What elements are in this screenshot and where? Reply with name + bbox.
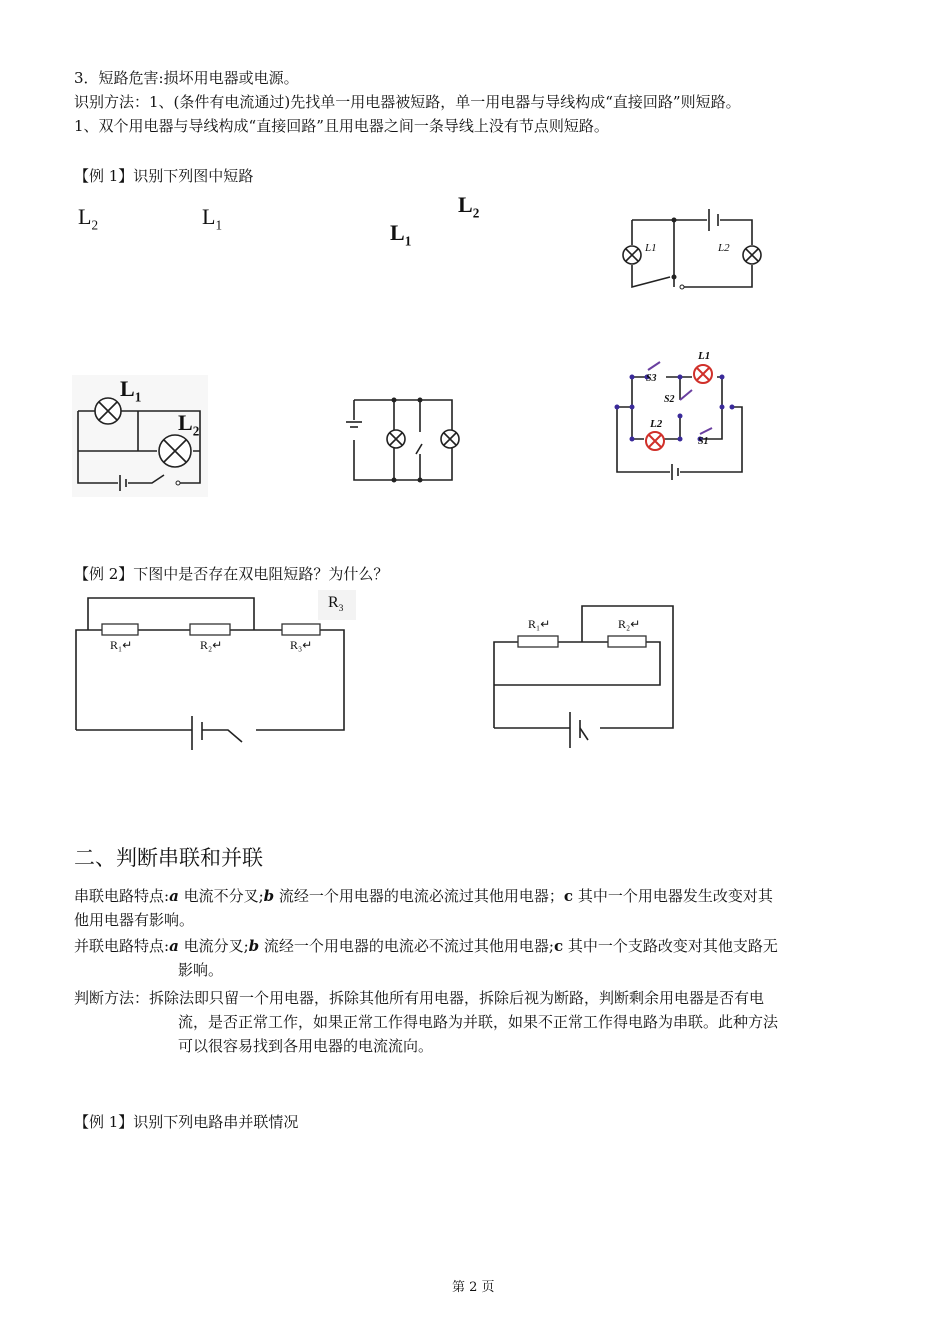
- text-line-1: 3．短路危害:损坏用电器或电源。: [74, 69, 299, 87]
- method-line-2: 流，是否正常工作，如果正常工作得电路为并联，如果不正常工作得电路为串联。此种方法: [178, 1013, 779, 1031]
- label-f-L1: L1: [698, 350, 711, 362]
- method-line-1: 判断方法：拆除法即只留一个用电器，拆除其他所有用电器，拆除后视为断路，判断剩余用电器是否有电: [74, 989, 765, 1007]
- label-right-r2: R₂↵: [618, 617, 641, 631]
- label-d-L2: $L_2$: [178, 410, 200, 439]
- section-heading: 二、判断串联和并联: [74, 846, 263, 870]
- label-b-L2: $L_2$: [458, 192, 480, 221]
- label-c-L2: L2: [718, 242, 730, 254]
- page-number: 第 2 页: [452, 1280, 495, 1295]
- series-feature-cont: 他用电器有影响。: [74, 911, 195, 929]
- label-a-L1: $L_1$: [202, 204, 223, 233]
- label-f-S2: S2: [664, 394, 675, 405]
- label-a-L2: $L_2$: [78, 204, 99, 233]
- example2-right-circuit: [488, 600, 678, 760]
- example3-title: 【例 1】识别下列电路串并联情况: [74, 1113, 299, 1131]
- example1-title: 【例 1】识别下列图中短路: [74, 167, 254, 185]
- label-left-r3: R₃↵: [290, 638, 313, 652]
- label-d-L1: $L_1$: [120, 376, 142, 405]
- example2-title: 【例 2】下图中是否存在双电阻短路？为什么？: [74, 565, 389, 583]
- method-line-3: 可以很容易找到各用电器的电流流向。: [178, 1037, 434, 1055]
- text-line-3: 1、双个用电器与导线构成“直接回路”且用电器之间一条导线上没有节点则短路。: [74, 117, 609, 135]
- label-f-S3: S3: [646, 373, 657, 384]
- label-right-r1: R₁↵: [528, 617, 551, 631]
- text-line-2: 识别方法：1、(条件有电流通过)先找单一用电器被短路，单一用电器与导线构成“直接回路”则短路。: [74, 93, 741, 111]
- label-b-L1: $L_1$: [390, 220, 412, 249]
- label-r3-top: $R_3$: [328, 594, 344, 615]
- label-left-r1: R₁↵: [110, 638, 133, 652]
- label-c-L1: L1: [645, 242, 657, 254]
- series-feature-line: 串联电路特点:a 电流不分叉;b 流经一个用电器的电流必流过其他用电器；c 其中一个用电器发生改变对其: [74, 887, 773, 905]
- example2-left-circuit: [70, 590, 355, 760]
- label-f-L2: L2: [650, 418, 663, 430]
- label-f-S1: S1: [698, 436, 709, 447]
- parallel-feature-line: 并联电路特点:a 电流分叉;b 流经一个用电器的电流必不流过其他用电器;c 其中一个支路改变对其他支路无: [74, 937, 778, 955]
- circuit-e-diagram: [344, 392, 464, 487]
- parallel-feature-cont: 影响。: [178, 961, 224, 979]
- label-left-r2: R₂↵: [200, 638, 223, 652]
- circuit-f-diagram: [612, 350, 757, 480]
- circuit-c-diagram: [612, 205, 762, 295]
